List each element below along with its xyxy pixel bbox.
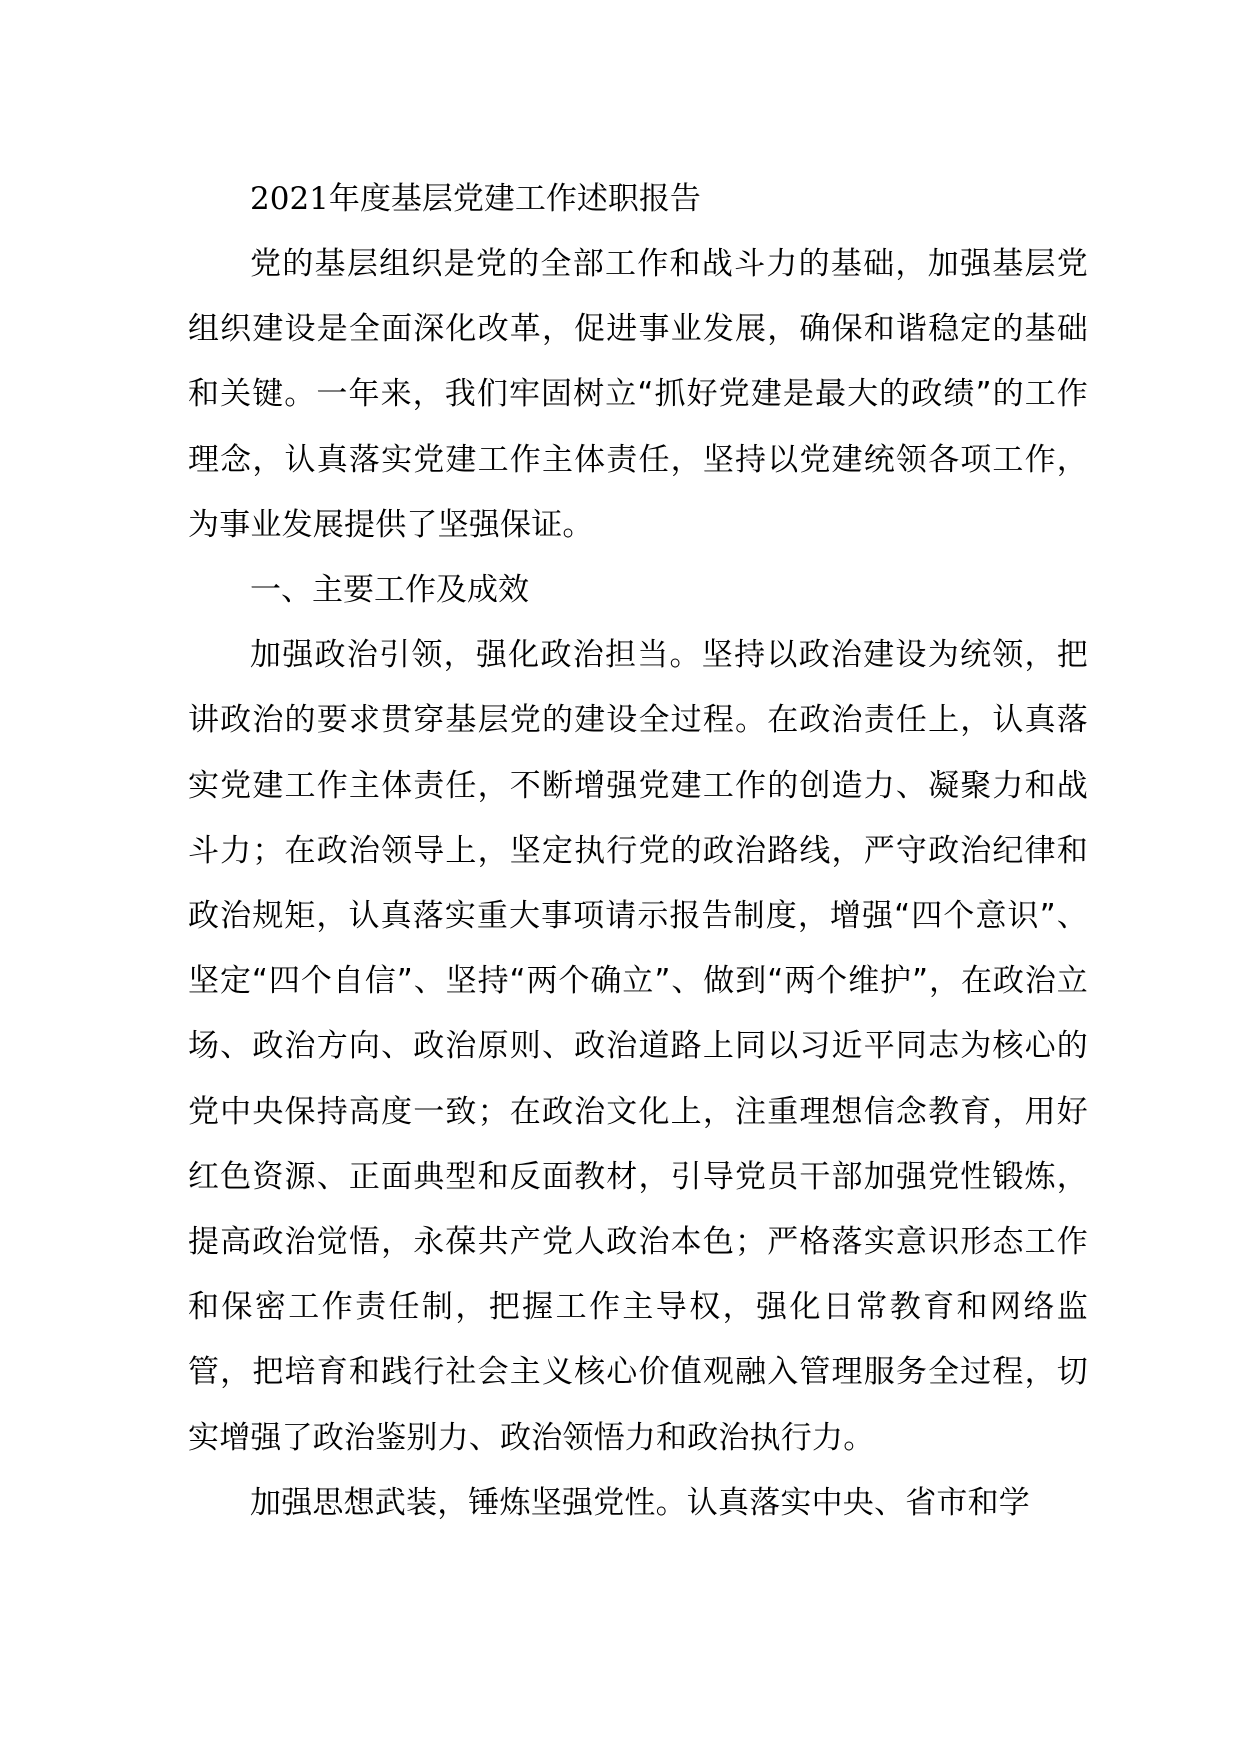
document-title: 2021年度基层党建工作述职报告 <box>250 181 701 217</box>
political-leadership-paragraph: 加强政治引领，强化政治担当。坚持以政治建设为统领，把讲政治的要求贯穿基层党的建设全过程。在政治责任上，认真落实党建工作主体责任，不断增强党建工作的创造力、凝聚力和战斗力；在政治领导上，坚定执行党的政治路线，严守政治纪律和政治规矩，认真落实重大事项请示报告制度，增强“四个意识”、坚定“四个自信”、坚持“两个确立”、做到“两个维护”，在政治立场、政治方向、政治原则、政治道路上同以习近平同志为核心的党中央保持高度一致；在政治文化上，注重理想信念教育，用好红色资源、正面典型和反面教材，引导党员干部加强党性锻炼，提高政治觉悟，永葆共产党人政治本色；严格落实意识形态工作和保密工作责任制，把握工作主导权，强化日常教育和网络监管，把培育和践行社会主义核心价值观融入管理服务全过程，切实增强了政治鉴别力、政治领悟力和政治执行力。 <box>188 637 1088 1456</box>
document-body <box>188 167 1088 1536</box>
intro-paragraph: 党的基层组织是党的全部工作和战斗力的基础，加强基层党组织建设是全面深化改革，促进事业发展，确保和谐稳定的基础和关键。一年来，我们牢固树立“抓好党建是最大的政绩”的工作理念，认真落实党建工作主体责任，坚持以党建统领各项工作，为事业发展提供了坚强保证。 <box>188 246 1088 543</box>
ideological-armament-paragraph: 加强思想武装，锤炼坚强党性。认真落实中央、省市和学 <box>250 1484 1030 1521</box>
section-heading: 一、主要工作及成效 <box>250 572 529 609</box>
